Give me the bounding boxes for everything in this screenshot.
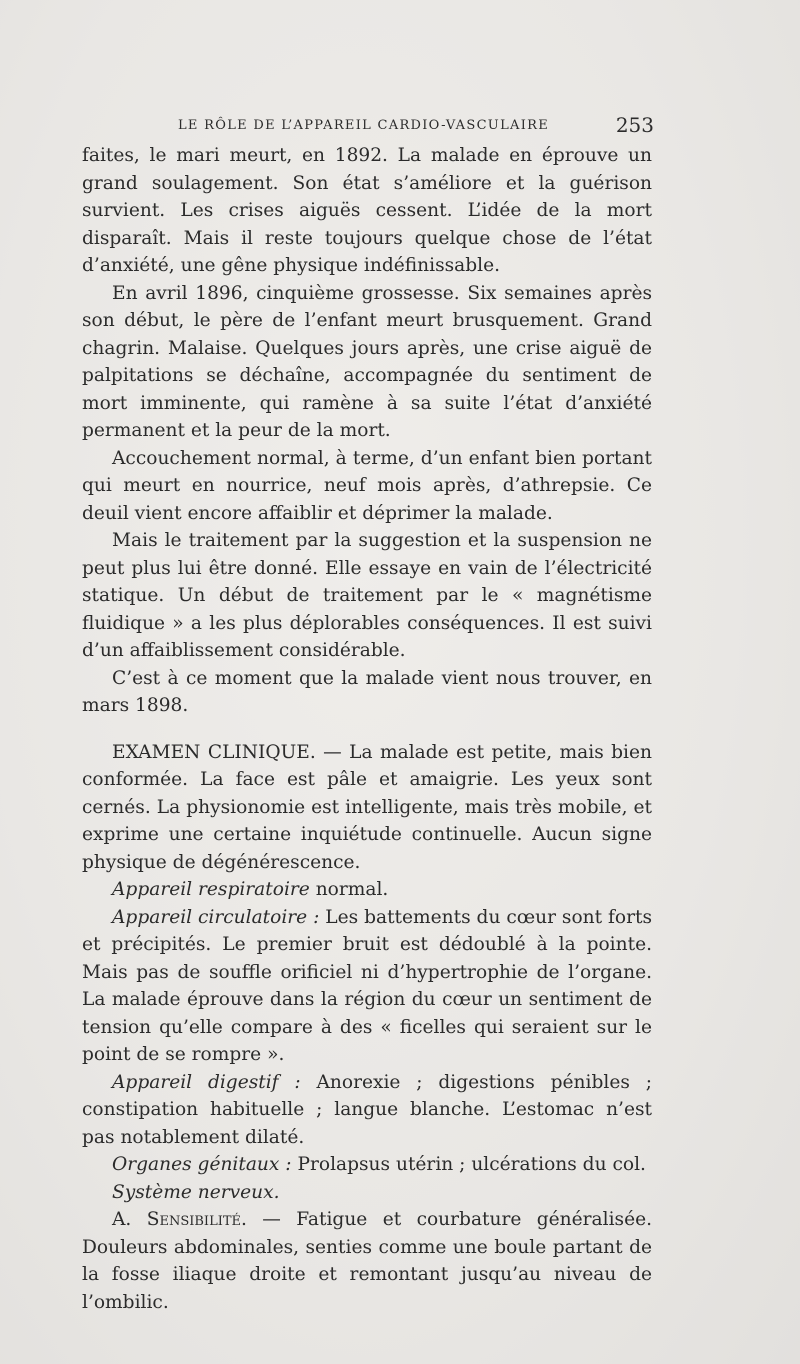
section-lead: Appareil respiratoire [112, 879, 310, 900]
section-lead: EXAMEN CLINIQUE. [112, 741, 316, 763]
section-lead: Appareil circulatoire : [112, 906, 320, 928]
paragraph-text: normal. [309, 879, 389, 900]
paragraph: faites, le mari meurt, en 1892. La malade en éprouve un grand soulagement. Son état s’améliore et la guérison survient. Les crises aiguës cessent. L’idée de la mort disparaît. Mais il reste toujours quelque chose de l’état d’anxiété, une gêne physique indéfinissable. [82, 145, 652, 276]
paragraph-circulatory [82, 904, 652, 1069]
section-lead: Système nerveux. [112, 1181, 280, 1203]
section-lead: Appareil digestif : [112, 1071, 301, 1093]
paragraph-sensibility [82, 1206, 652, 1316]
section-lead: Organes génitaux : [112, 1154, 292, 1175]
paragraph-digestive [82, 1069, 652, 1152]
paragraph-text: — La malade est petite, mais bien conformée. La face est pâle et amaigrie. Les yeux sont cernés. La physionomie est intelligente, mais très mobile, et exprime une certaine inquiétude continuelle. Aucun signe physique de dégénérescence. [82, 741, 652, 873]
paragraph-text: Les battements du cœur sont forts et précipités. Le premier bruit est dédoublé à la pointe. Mais pas de souffle orificiel ni d’hypertrophie de l’organe. La malade éprouve dans la région du cœur un sentiment de tension qu’elle compare à des « ficelles qui seraient sur le point de se rompre ». [82, 906, 652, 1065]
paragraph-text: Anorexie ; digestions pénibles ; constipation habituelle ; langue blanche. L’estomac n’est pas notablement dilaté. [82, 1071, 652, 1148]
paragraph-text: Prolapsus utérin ; ulcérations du col. [291, 1154, 646, 1175]
paragraph-genital [82, 1151, 652, 1179]
running-title: LE RÔLE DE L’APPAREIL CARDIO-VASCULAIRE [178, 118, 550, 133]
paragraph-respiratory [82, 876, 652, 904]
section-lead: A. Sensibilité. [112, 1209, 247, 1230]
paragraph-nervous [82, 1179, 652, 1207]
body-text [82, 142, 652, 1316]
page-number: 253 [615, 113, 654, 137]
paragraph: C’est à ce moment que la malade vient nous trouver, en mars 1898. [82, 667, 652, 716]
paragraph: Mais le traitement par la suggestion et la suspension ne peut plus lui être donné. Elle essaye en vain de l’électricité statique. Un début de traitement par le « magnétisme fluidique » a les plus déplorables conséquences. Il est suivi d’un affaiblissement considérable. [82, 530, 652, 661]
paragraph-text: — Fatigue et courbature généralisée. Douleurs abdominales, senties comme une boule partant de la fosse iliaque droite et remontant jusqu’au niveau de l’ombilic. [82, 1209, 652, 1313]
page-header [178, 113, 654, 139]
paragraph: En avril 1896, cinquième grossesse. Six semaines après son début, le père de l’enfant meurt brusquement. Grand chagrin. Malaise. Quelques jours après, une crise aiguë de palpitations se déchaîne, accompagnée du sentiment de mort imminente, qui ramène à sa suite l’état d’anxiété permanent et la peur de la mort. [82, 282, 652, 441]
paragraph-clinical-exam [82, 739, 652, 877]
paragraph: Accouchement normal, à terme, d’un enfant bien portant qui meurt en nourrice, neuf mois après, d’athrepsie. Ce deuil vient encore affaiblir et déprimer la malade. [82, 447, 652, 524]
